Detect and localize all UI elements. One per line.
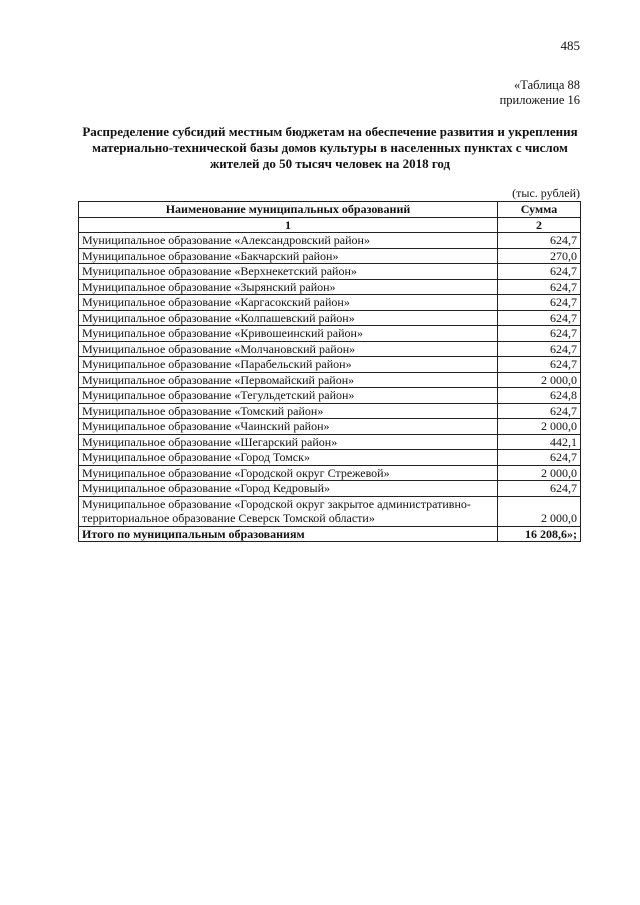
units-label: (тыс. рублей) — [512, 186, 580, 200]
page-number: 485 — [560, 38, 580, 53]
municipality-name: Муниципальное образование «Верхнекетский район» — [79, 264, 498, 280]
subsidy-sum: 624,7 — [498, 295, 581, 311]
subsidy-sum: 624,7 — [498, 403, 581, 419]
municipality-name: Муниципальное образование «Александровский район» — [79, 233, 498, 249]
table-row — [79, 233, 581, 249]
table-row — [79, 388, 581, 404]
municipality-name: Муниципальное образование «Молчановский район» — [79, 341, 498, 357]
table-row — [79, 357, 581, 373]
municipality-name: Муниципальное образование «Зырянский район» — [79, 279, 498, 295]
municipality-name: Муниципальное образование «Городской округ закрытое административно-территориальное образование Северск Томской области» — [79, 496, 498, 526]
table-row — [79, 326, 581, 342]
subsidy-sum: 624,7 — [498, 481, 581, 497]
table-row — [79, 248, 581, 264]
table-row — [79, 450, 581, 466]
municipality-name: Муниципальное образование «Первомайский район» — [79, 372, 498, 388]
appendix-number: приложение 16 — [499, 93, 580, 107]
subsidy-sum: 2 000,0 — [498, 465, 581, 481]
subsidy-sum: 624,7 — [498, 233, 581, 249]
numbering-row — [79, 217, 581, 233]
subsidy-sum: 624,7 — [498, 450, 581, 466]
table-row — [79, 496, 581, 526]
municipality-name: Муниципальное образование «Городской округ Стрежевой» — [79, 465, 498, 481]
municipality-name: Муниципальное образование «Город Томск» — [79, 450, 498, 466]
header-name: Наименование муниципальных образований — [79, 202, 498, 218]
table-row — [79, 372, 581, 388]
table-reference — [500, 78, 580, 108]
municipality-name: Муниципальное образование «Каргасокский район» — [79, 295, 498, 311]
document-title: Распределение субсидий местным бюджетам на обеспечение развития и укрепления материально-технической базы домов культуры в населенных пунктах с числом жителей до 50 тысяч человек на 2018 год — [82, 124, 578, 171]
header-row — [79, 202, 581, 218]
municipality-name: Муниципальное образование «Город Кедровый» — [79, 481, 498, 497]
municipality-name: Муниципальное образование «Парабельский район» — [79, 357, 498, 373]
table-row — [79, 434, 581, 450]
table-row — [79, 279, 581, 295]
column-number-1: 1 — [79, 217, 498, 233]
table-row — [79, 341, 581, 357]
subsidy-sum: 624,7 — [498, 357, 581, 373]
municipality-name: Муниципальное образование «Томский район» — [79, 403, 498, 419]
subsidy-sum: 624,7 — [498, 326, 581, 342]
municipality-name: Муниципальное образование «Колпашевский район» — [79, 310, 498, 326]
subsidy-sum: 442,1 — [498, 434, 581, 450]
table-row — [79, 481, 581, 497]
subsidy-sum: 624,7 — [498, 279, 581, 295]
subsidy-sum: 624,7 — [498, 310, 581, 326]
total-label: Итого по муниципальным образованиям — [79, 526, 498, 542]
table-row — [79, 295, 581, 311]
municipality-name: Муниципальное образование «Шегарский район» — [79, 434, 498, 450]
table-row — [79, 465, 581, 481]
header-sum: Сумма — [498, 202, 581, 218]
subsidy-sum: 624,8 — [498, 388, 581, 404]
table-row — [79, 310, 581, 326]
municipality-name: Муниципальное образование «Чаинский район» — [79, 419, 498, 435]
subsidy-sum: 2 000,0 — [498, 419, 581, 435]
municipality-name: Муниципальное образование «Кривошеинский район» — [79, 326, 498, 342]
subsidy-sum: 624,7 — [498, 341, 581, 357]
municipality-name: Муниципальное образование «Тегульдетский район» — [79, 388, 498, 404]
column-number-2: 2 — [498, 217, 581, 233]
total-sum: 16 208,6»; — [498, 526, 581, 542]
table-number: «Таблица 88 — [514, 78, 580, 92]
subsidy-sum: 2 000,0 — [498, 496, 581, 526]
subsidy-sum: 624,7 — [498, 264, 581, 280]
municipality-name: Муниципальное образование «Бакчарский район» — [79, 248, 498, 264]
table-row — [79, 419, 581, 435]
table-row — [79, 403, 581, 419]
subsidy-sum: 270,0 — [498, 248, 581, 264]
total-row — [79, 526, 581, 542]
subsidy-sum: 2 000,0 — [498, 372, 581, 388]
subsidy-table — [78, 201, 581, 542]
table-row — [79, 264, 581, 280]
